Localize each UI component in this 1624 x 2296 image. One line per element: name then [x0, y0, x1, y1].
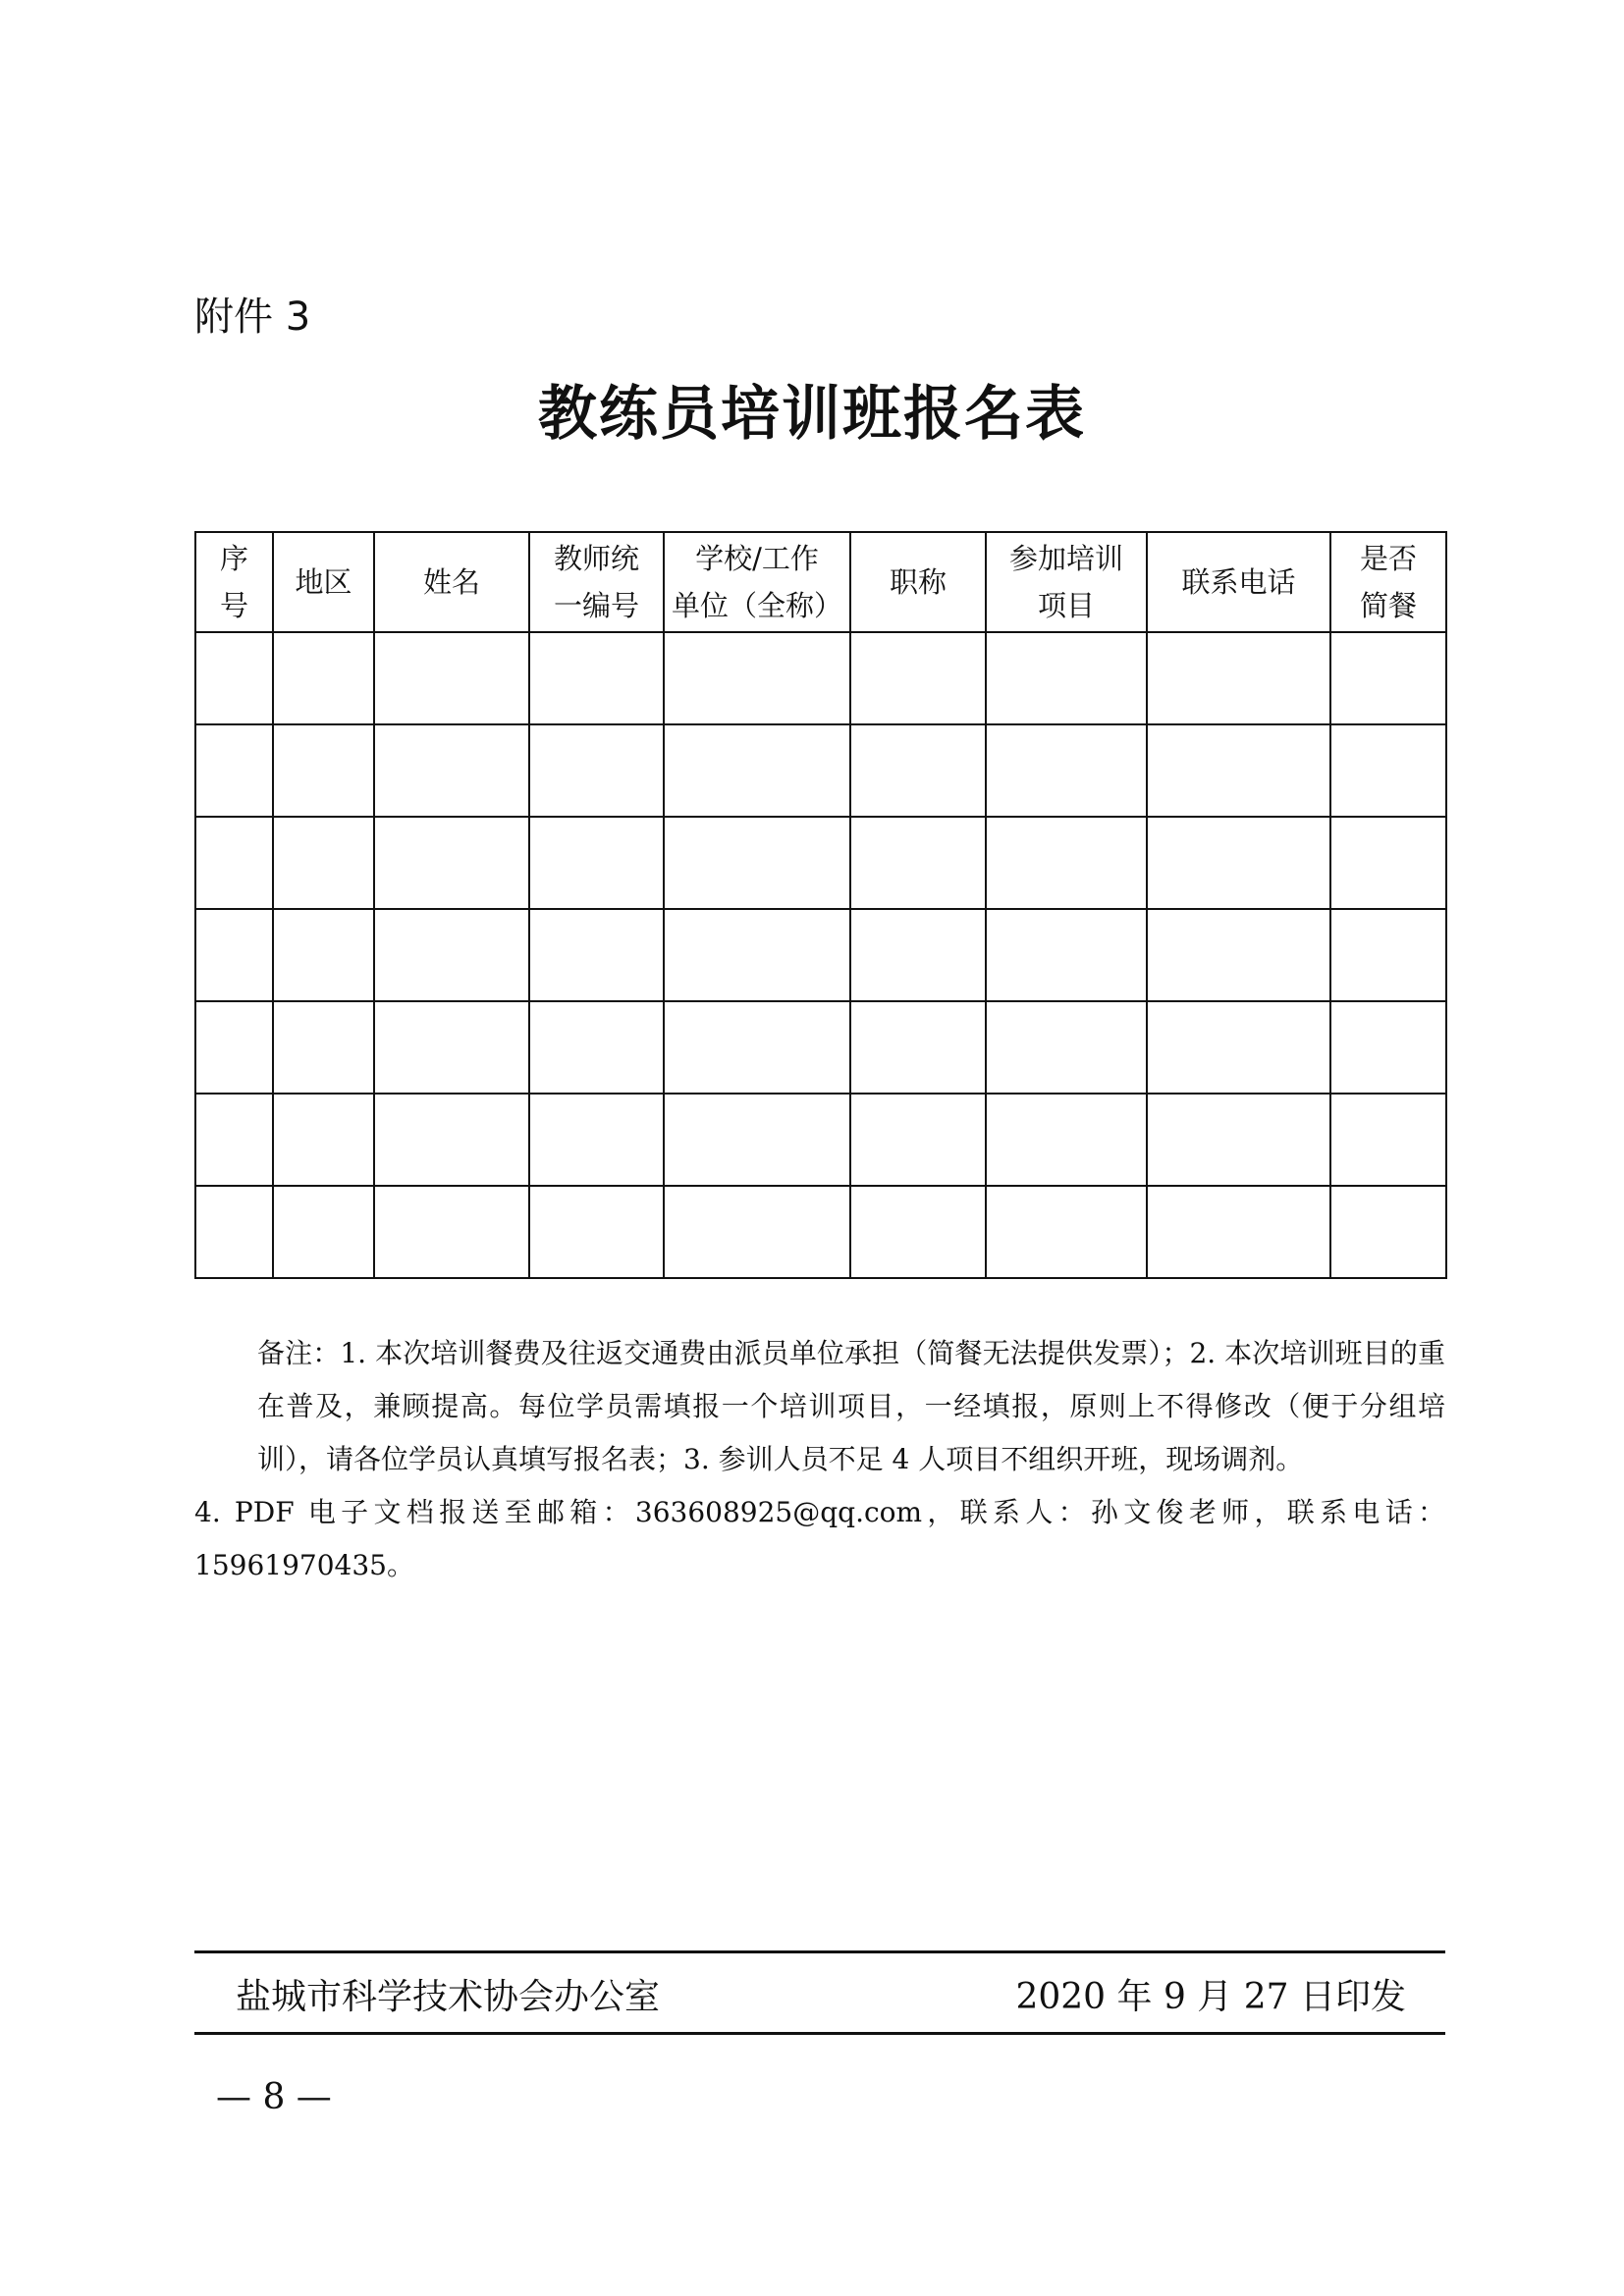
- table-cell[interactable]: [986, 1094, 1147, 1186]
- table-cell[interactable]: [850, 1001, 986, 1094]
- table-cell[interactable]: [664, 909, 850, 1001]
- header-line: 学校/工作: [695, 542, 819, 575]
- table-cell[interactable]: [529, 1001, 664, 1094]
- table-cell[interactable]: [195, 1001, 273, 1094]
- table-cell[interactable]: [1147, 632, 1330, 724]
- notes-paragraph: 备注：1. 本次培训餐费及往返交通费由派员单位承担（简餐无法提供发票）；2. 本次培训班目的重在普及，兼顾提高。每位学员需填报一个培训项目，一经填报，原则上不得修改（便于分组培训），请各位学员认真填写报名表；3. 参训人员不足 4 人项目不组织开班，现场调剂。: [257, 1337, 1445, 1475]
- table-cell[interactable]: [850, 909, 986, 1001]
- table-cell[interactable]: [195, 1186, 273, 1278]
- table-cell[interactable]: [850, 632, 986, 724]
- notes-section: [194, 1327, 1445, 1592]
- header-training-item: [986, 532, 1147, 632]
- table-cell[interactable]: [850, 1094, 986, 1186]
- table-cell[interactable]: [273, 724, 374, 817]
- table-cell[interactable]: [986, 909, 1147, 1001]
- table-cell[interactable]: [664, 1186, 850, 1278]
- table-cell[interactable]: [986, 632, 1147, 724]
- table-cell[interactable]: [850, 817, 986, 909]
- table-cell[interactable]: [850, 1186, 986, 1278]
- header-job-title: [850, 532, 986, 632]
- table-cell[interactable]: [664, 1094, 850, 1186]
- table-cell[interactable]: [529, 817, 664, 909]
- header-line: 联系电话: [1181, 565, 1296, 599]
- header-teacher-id: [529, 532, 664, 632]
- table-cell[interactable]: [374, 632, 529, 724]
- table-cell[interactable]: [374, 724, 529, 817]
- table-header-row: [195, 532, 1446, 632]
- table-cell[interactable]: [529, 1094, 664, 1186]
- header-simple-meal: [1330, 532, 1446, 632]
- issue-date: 2020 年 9 月 27 日印发: [1015, 1977, 1406, 2017]
- header-region: [273, 532, 374, 632]
- table-cell[interactable]: [195, 632, 273, 724]
- table-cell[interactable]: [195, 1094, 273, 1186]
- table-cell[interactable]: [1147, 817, 1330, 909]
- document-title: 教练员培训班报名表: [538, 380, 1086, 449]
- table-cell[interactable]: [664, 1001, 850, 1094]
- issuing-organization: 盐城市科学技术协会办公室: [236, 1977, 661, 2017]
- table-cell[interactable]: [1330, 817, 1446, 909]
- header-serial-number: [195, 532, 273, 632]
- header-line: 参加培训: [1008, 542, 1123, 575]
- table-cell[interactable]: [374, 1094, 529, 1186]
- table-cell[interactable]: [374, 817, 529, 909]
- header-name: [374, 532, 529, 632]
- header-line: 序: [219, 542, 248, 575]
- footer-bottom-rule: [194, 2032, 1445, 2035]
- table-row: [195, 632, 1446, 724]
- table-cell[interactable]: [374, 909, 529, 1001]
- table-row: [195, 817, 1446, 909]
- table-cell[interactable]: [195, 909, 273, 1001]
- table-cell[interactable]: [1330, 1001, 1446, 1094]
- table-row: [195, 1186, 1446, 1278]
- table-cell[interactable]: [664, 817, 850, 909]
- table-cell[interactable]: [273, 1001, 374, 1094]
- table-cell[interactable]: [664, 632, 850, 724]
- table-cell[interactable]: [1147, 724, 1330, 817]
- notes-paragraph: 4. PDF 电子文档报送至邮箱：363608925@qq.com，联系人：孙文俊老师，联系电话：15961970435。: [194, 1496, 1445, 1581]
- table-cell[interactable]: [1330, 724, 1446, 817]
- header-line: 是否: [1359, 542, 1417, 575]
- table-cell[interactable]: [1147, 1001, 1330, 1094]
- table-cell[interactable]: [1330, 909, 1446, 1001]
- table-cell[interactable]: [1330, 1186, 1446, 1278]
- header-line: 项目: [1037, 589, 1095, 622]
- table-cell[interactable]: [664, 724, 850, 817]
- table-cell[interactable]: [273, 632, 374, 724]
- table-cell[interactable]: [1147, 1186, 1330, 1278]
- table-cell[interactable]: [986, 1001, 1147, 1094]
- header-line: 简餐: [1359, 589, 1417, 622]
- header-line: 一编号: [553, 589, 639, 622]
- table-cell[interactable]: [986, 817, 1147, 909]
- table-cell[interactable]: [1147, 1094, 1330, 1186]
- table-cell[interactable]: [1330, 632, 1446, 724]
- attachment-label: 附件 3: [194, 294, 311, 340]
- table-cell[interactable]: [195, 817, 273, 909]
- table-cell[interactable]: [529, 909, 664, 1001]
- page-number: — 8 —: [216, 2077, 332, 2117]
- table-body: [195, 632, 1446, 1278]
- header-line: 号: [219, 589, 248, 622]
- table-cell[interactable]: [1330, 1094, 1446, 1186]
- header-school-unit: [664, 532, 850, 632]
- header-phone: [1147, 532, 1330, 632]
- table-cell[interactable]: [273, 1186, 374, 1278]
- footer-top-rule: [194, 1950, 1445, 1953]
- table-cell[interactable]: [1147, 909, 1330, 1001]
- table-cell[interactable]: [195, 724, 273, 817]
- table-row: [195, 724, 1446, 817]
- table-cell[interactable]: [273, 909, 374, 1001]
- table-cell[interactable]: [850, 724, 986, 817]
- table-cell[interactable]: [986, 1186, 1147, 1278]
- table-row: [195, 1001, 1446, 1094]
- header-line: 姓名: [422, 565, 480, 599]
- table-cell[interactable]: [273, 817, 374, 909]
- table-cell[interactable]: [273, 1094, 374, 1186]
- table-cell[interactable]: [374, 1001, 529, 1094]
- header-line: 教师统: [553, 542, 639, 575]
- table-cell[interactable]: [374, 1186, 529, 1278]
- registration-table: [194, 531, 1447, 1279]
- table-cell[interactable]: [529, 1186, 664, 1278]
- header-line: 地区: [295, 565, 352, 599]
- table-cell[interactable]: [529, 632, 664, 724]
- header-line: 单位（全称）: [671, 589, 842, 622]
- header-line: 职称: [889, 565, 947, 599]
- table-row: [195, 1094, 1446, 1186]
- table-cell[interactable]: [529, 724, 664, 817]
- table-cell[interactable]: [986, 724, 1147, 817]
- table-row: [195, 909, 1446, 1001]
